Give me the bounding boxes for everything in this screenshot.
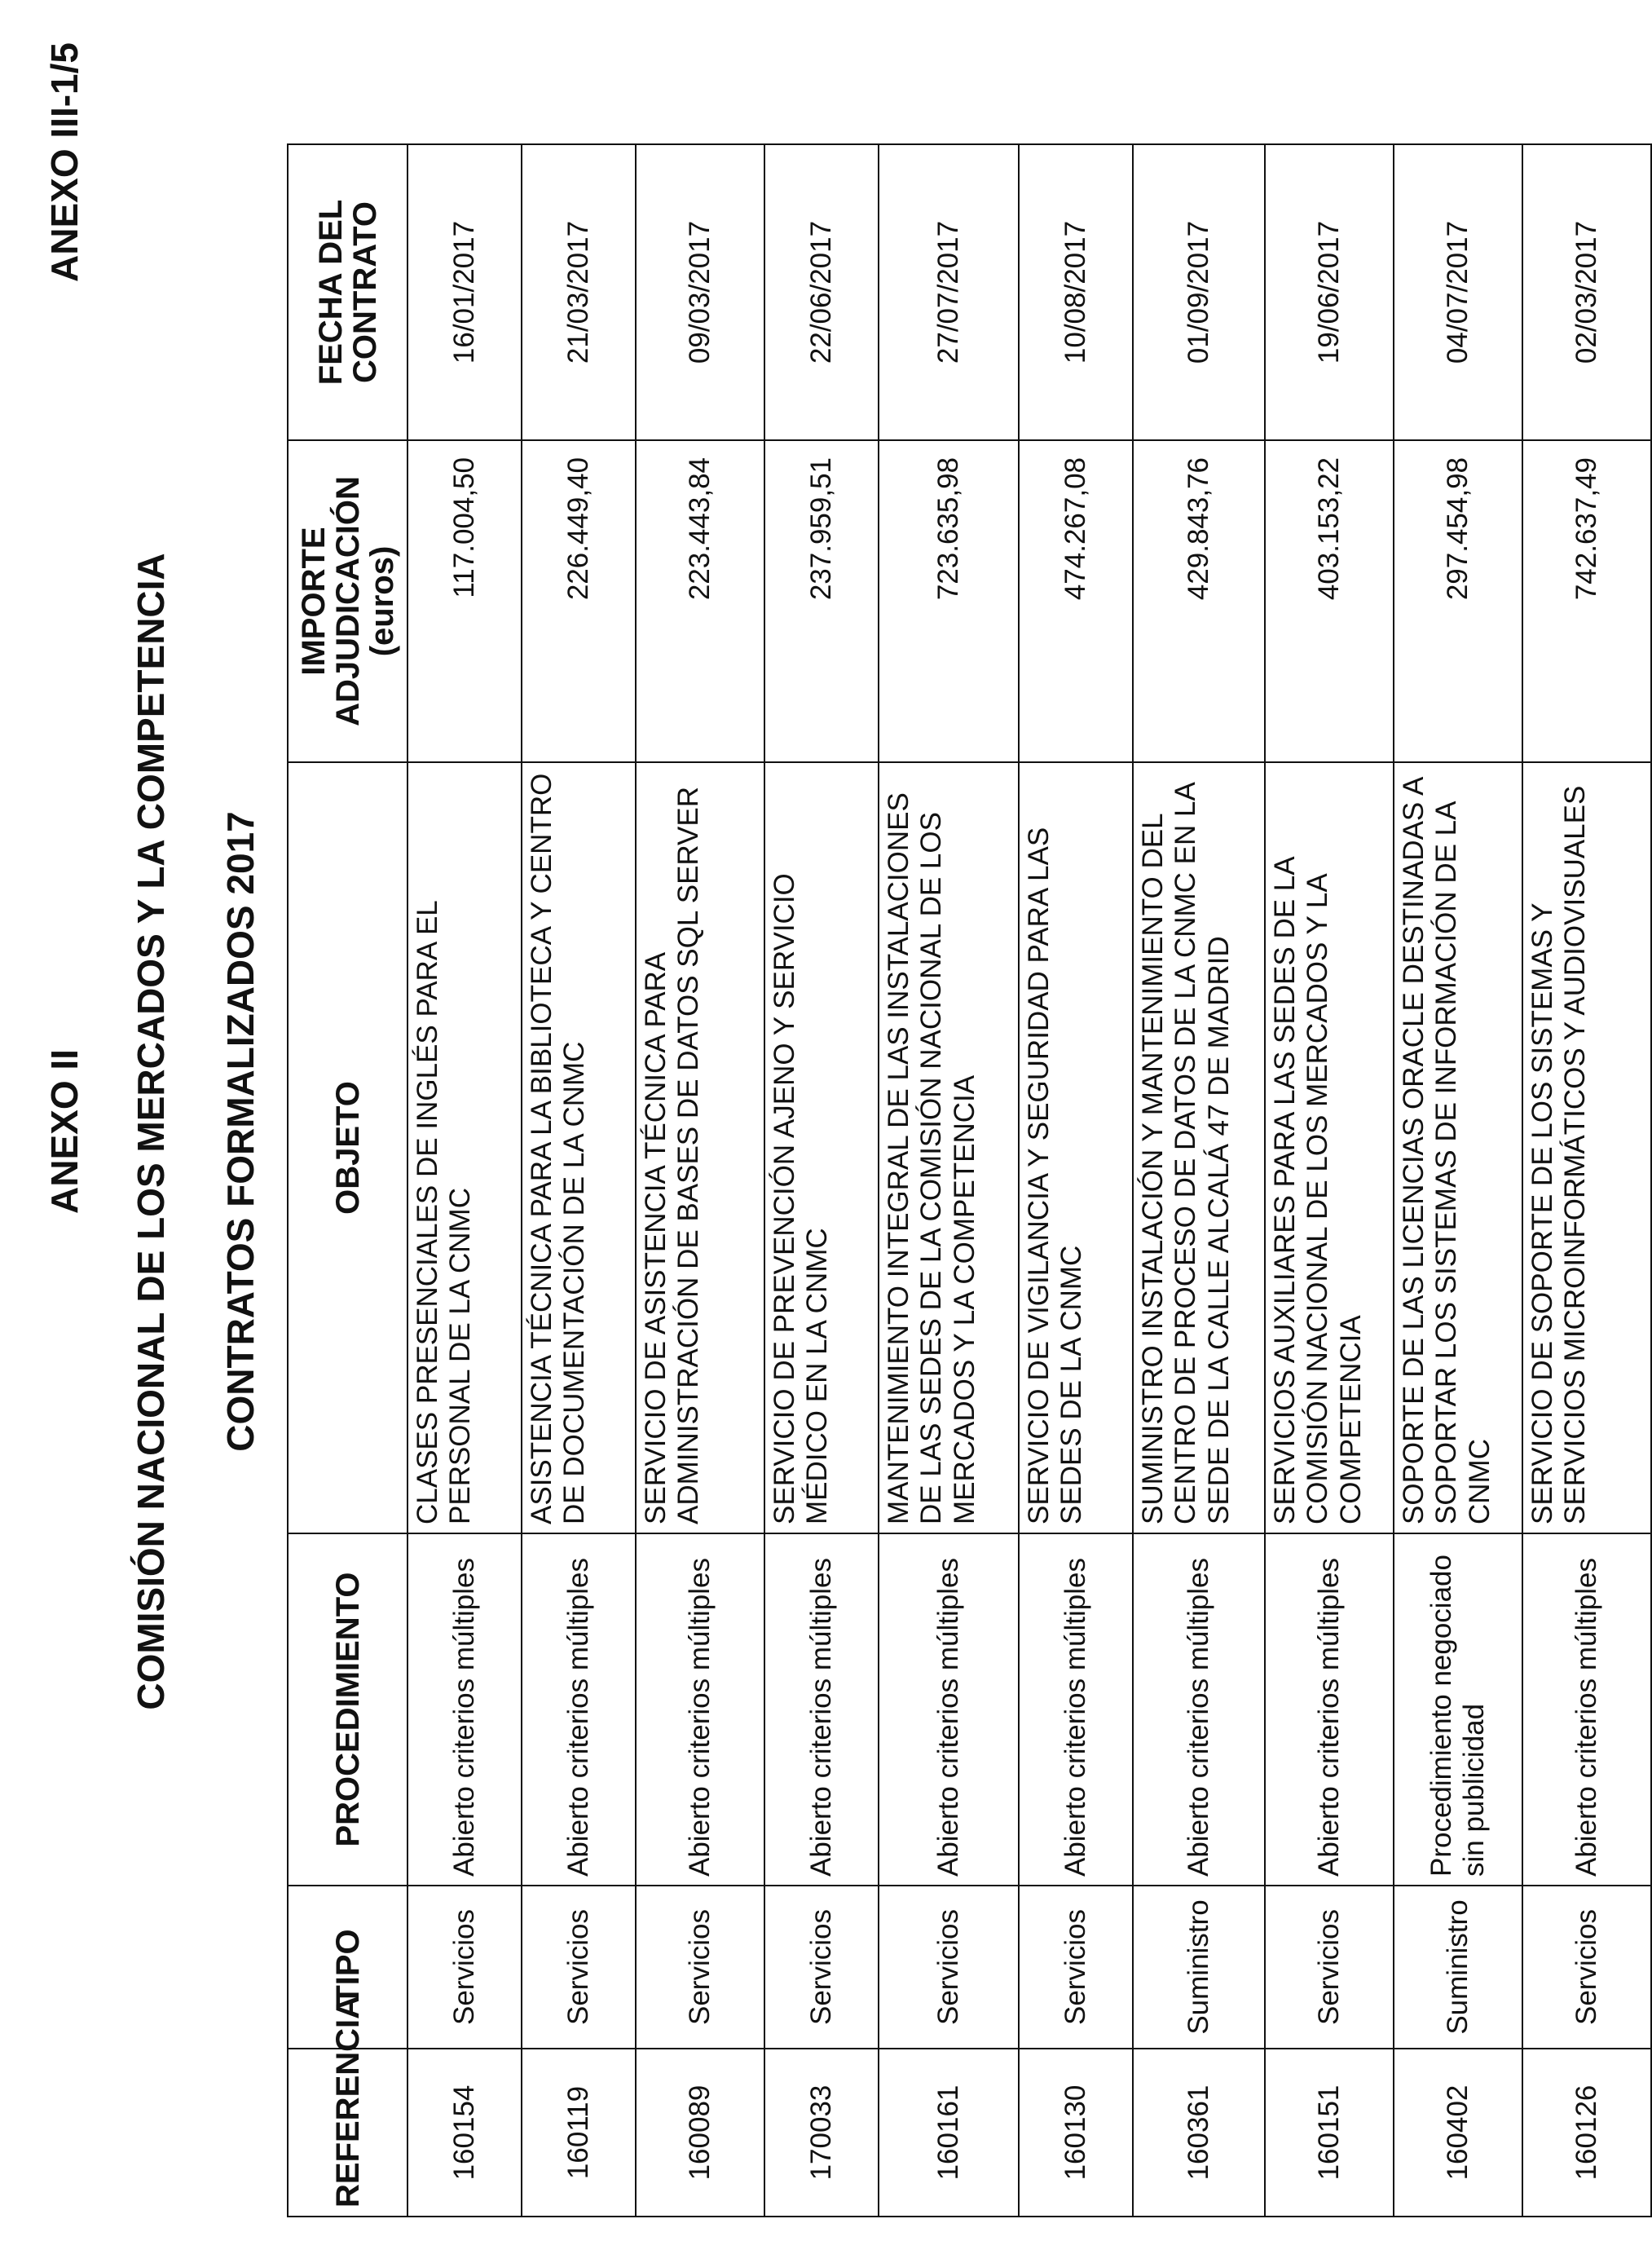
table-row [764,144,879,2217]
cell-tipo: Servicios [522,1886,636,2049]
table-row [407,144,522,2217]
cell-procedimiento: Abierto criterios múltiples [636,1533,764,1886]
cell-referencia: 160126 [1522,2049,1651,2217]
cell-tipo: Servicios [1019,1886,1133,2049]
cell-referencia: 160089 [636,2049,764,2217]
cell-objeto: SOPORTE DE LAS LICENCIAS ORACLE DESTINADAS A SOPORTAR LOS SISTEMAS DE INFORMACIÓN DE LA CNMC [1394,762,1522,1533]
cell-tipo: Servicios [636,1886,764,2049]
cell-fecha: 02/03/2017 [1522,144,1651,440]
cell-importe: 474.267,08 [1019,440,1133,762]
cell-importe: 723.635,98 [879,440,1019,762]
table-row [1019,144,1133,2217]
cell-referencia: 160361 [1133,2049,1265,2217]
cell-procedimiento: Abierto criterios múltiples [1522,1533,1651,1886]
column-header-fecha: FECHA DEL CONTRATO [288,144,407,440]
table-header-row [288,144,407,2217]
cell-objeto: SERVICIOS AUXILIARES PARA LAS SEDES DE LA COMISIÓN NACIONAL DE LOS MERCADOS Y LA COMPETENCIA [1265,762,1394,1533]
cell-procedimiento: Procedimiento negociado sin publicidad [1394,1533,1522,1886]
anexo-page-reference: ANEXO III-1/5 [43,42,86,282]
cell-fecha: 10/08/2017 [1019,144,1133,440]
cell-tipo: Suministro [1394,1886,1522,2049]
cell-tipo: Suministro [1133,1886,1265,2049]
table-row [1394,144,1522,2217]
cell-importe: 403.153,22 [1265,440,1394,762]
cell-fecha: 16/01/2017 [407,144,522,440]
cell-referencia: 160130 [1019,2049,1133,2217]
document-subtitle: CONTRATOS FORMALIZADOS 2017 [219,811,262,1452]
table-row [636,144,764,2217]
cell-procedimiento: Abierto criterios múltiples [1265,1533,1394,1886]
cell-referencia: 170033 [764,2049,879,2217]
column-header-referencia: REFERENCIA [288,2049,407,2217]
cell-procedimiento: Abierto criterios múltiples [879,1533,1019,1886]
cell-objeto: ASISTENCIA TÉCNICA PARA LA BIBLIOTECA Y CENTRO DE DOCUMENTACIÓN DE LA CNMC [522,762,636,1533]
cell-objeto: MANTENIMIENTO INTEGRAL DE LAS INSTALACIONES DE LAS SEDES DE LA COMISIÓN NACIONAL DE LOS MERCADOS Y LA COMPETENCIA [879,762,1019,1533]
cell-fecha: 21/03/2017 [522,144,636,440]
cell-fecha: 19/06/2017 [1265,144,1394,440]
cell-importe: 297.454,98 [1394,440,1522,762]
table-row [1265,144,1394,2217]
cell-procedimiento: Abierto criterios múltiples [522,1533,636,1886]
cell-tipo: Servicios [1522,1886,1651,2049]
column-header-procedimiento: PROCEDIMIENTO [288,1533,407,1886]
cell-objeto: CLASES PRESENCIALES DE INGLÉS PARA EL PERSONAL DE LA CNMC [407,762,522,1533]
cell-objeto: SERVICIO DE SOPORTE DE LOS SISTEMAS Y SERVICIOS MICROINFORMÁTICOS Y AUDIOVISUALES [1522,762,1651,1533]
cell-fecha: 27/07/2017 [879,144,1019,440]
column-header-tipo: TIPO [288,1886,407,2049]
table-row [522,144,636,2217]
column-header-objeto: OBJETO [288,762,407,1533]
cell-objeto: SUMINISTRO INSTALACIÓN Y MANTENIMIENTO DEL CENTRO DE PROCESO DE DATOS DE LA CNMC EN LA SEDE DE LA CALLE ALCALÁ 47 DE MADRID [1133,762,1265,1533]
cell-referencia: 160402 [1394,2049,1522,2217]
cell-importe: 223.443,84 [636,440,764,762]
cell-referencia: 160151 [1265,2049,1394,2217]
cell-fecha: 01/09/2017 [1133,144,1265,440]
table-row [879,144,1019,2217]
cell-referencia: 160161 [879,2049,1019,2217]
cell-fecha: 09/03/2017 [636,144,764,440]
anexo-title: ANEXO II [43,1049,86,1214]
cell-referencia: 160154 [407,2049,522,2217]
cell-importe: 742.637,49 [1522,440,1651,762]
cell-tipo: Servicios [407,1886,522,2049]
cell-importe: 226.449,40 [522,440,636,762]
cell-tipo: Servicios [1265,1886,1394,2049]
organization-title: COMISIÓN NACIONAL DE LOS MERCADOS Y LA COMPETENCIA [130,553,172,1710]
contracts-table [287,143,1652,2217]
cell-fecha: 04/07/2017 [1394,144,1522,440]
cell-procedimiento: Abierto criterios múltiples [407,1533,522,1886]
cell-importe: 117.004,50 [407,440,522,762]
table-row [1133,144,1265,2217]
column-header-importe: IMPORTE ADJUDICACIÓN (euros) [288,440,407,762]
cell-objeto: SERVICIO DE VIGILANCIA Y SEGURIDAD PARA LAS SEDES DE LA CNMC [1019,762,1133,1533]
cell-fecha: 22/06/2017 [764,144,879,440]
cell-importe: 429.843,76 [1133,440,1265,762]
cell-tipo: Servicios [764,1886,879,2049]
cell-objeto: SERVICIO DE PREVENCIÓN AJENO Y SERVICIO MÉDICO EN LA CNMC [764,762,879,1533]
table-row [1522,144,1651,2217]
cell-importe: 237.959,51 [764,440,879,762]
cell-referencia: 160119 [522,2049,636,2217]
cell-objeto: SERVICIO DE ASISTENCIA TÉCNICA PARA ADMINISTRACIÓN DE BASES DE DATOS SQL SERVER [636,762,764,1533]
cell-procedimiento: Abierto criterios múltiples [1019,1533,1133,1886]
cell-tipo: Servicios [879,1886,1019,2049]
cell-procedimiento: Abierto criterios múltiples [764,1533,879,1886]
cell-procedimiento: Abierto criterios múltiples [1133,1533,1265,1886]
